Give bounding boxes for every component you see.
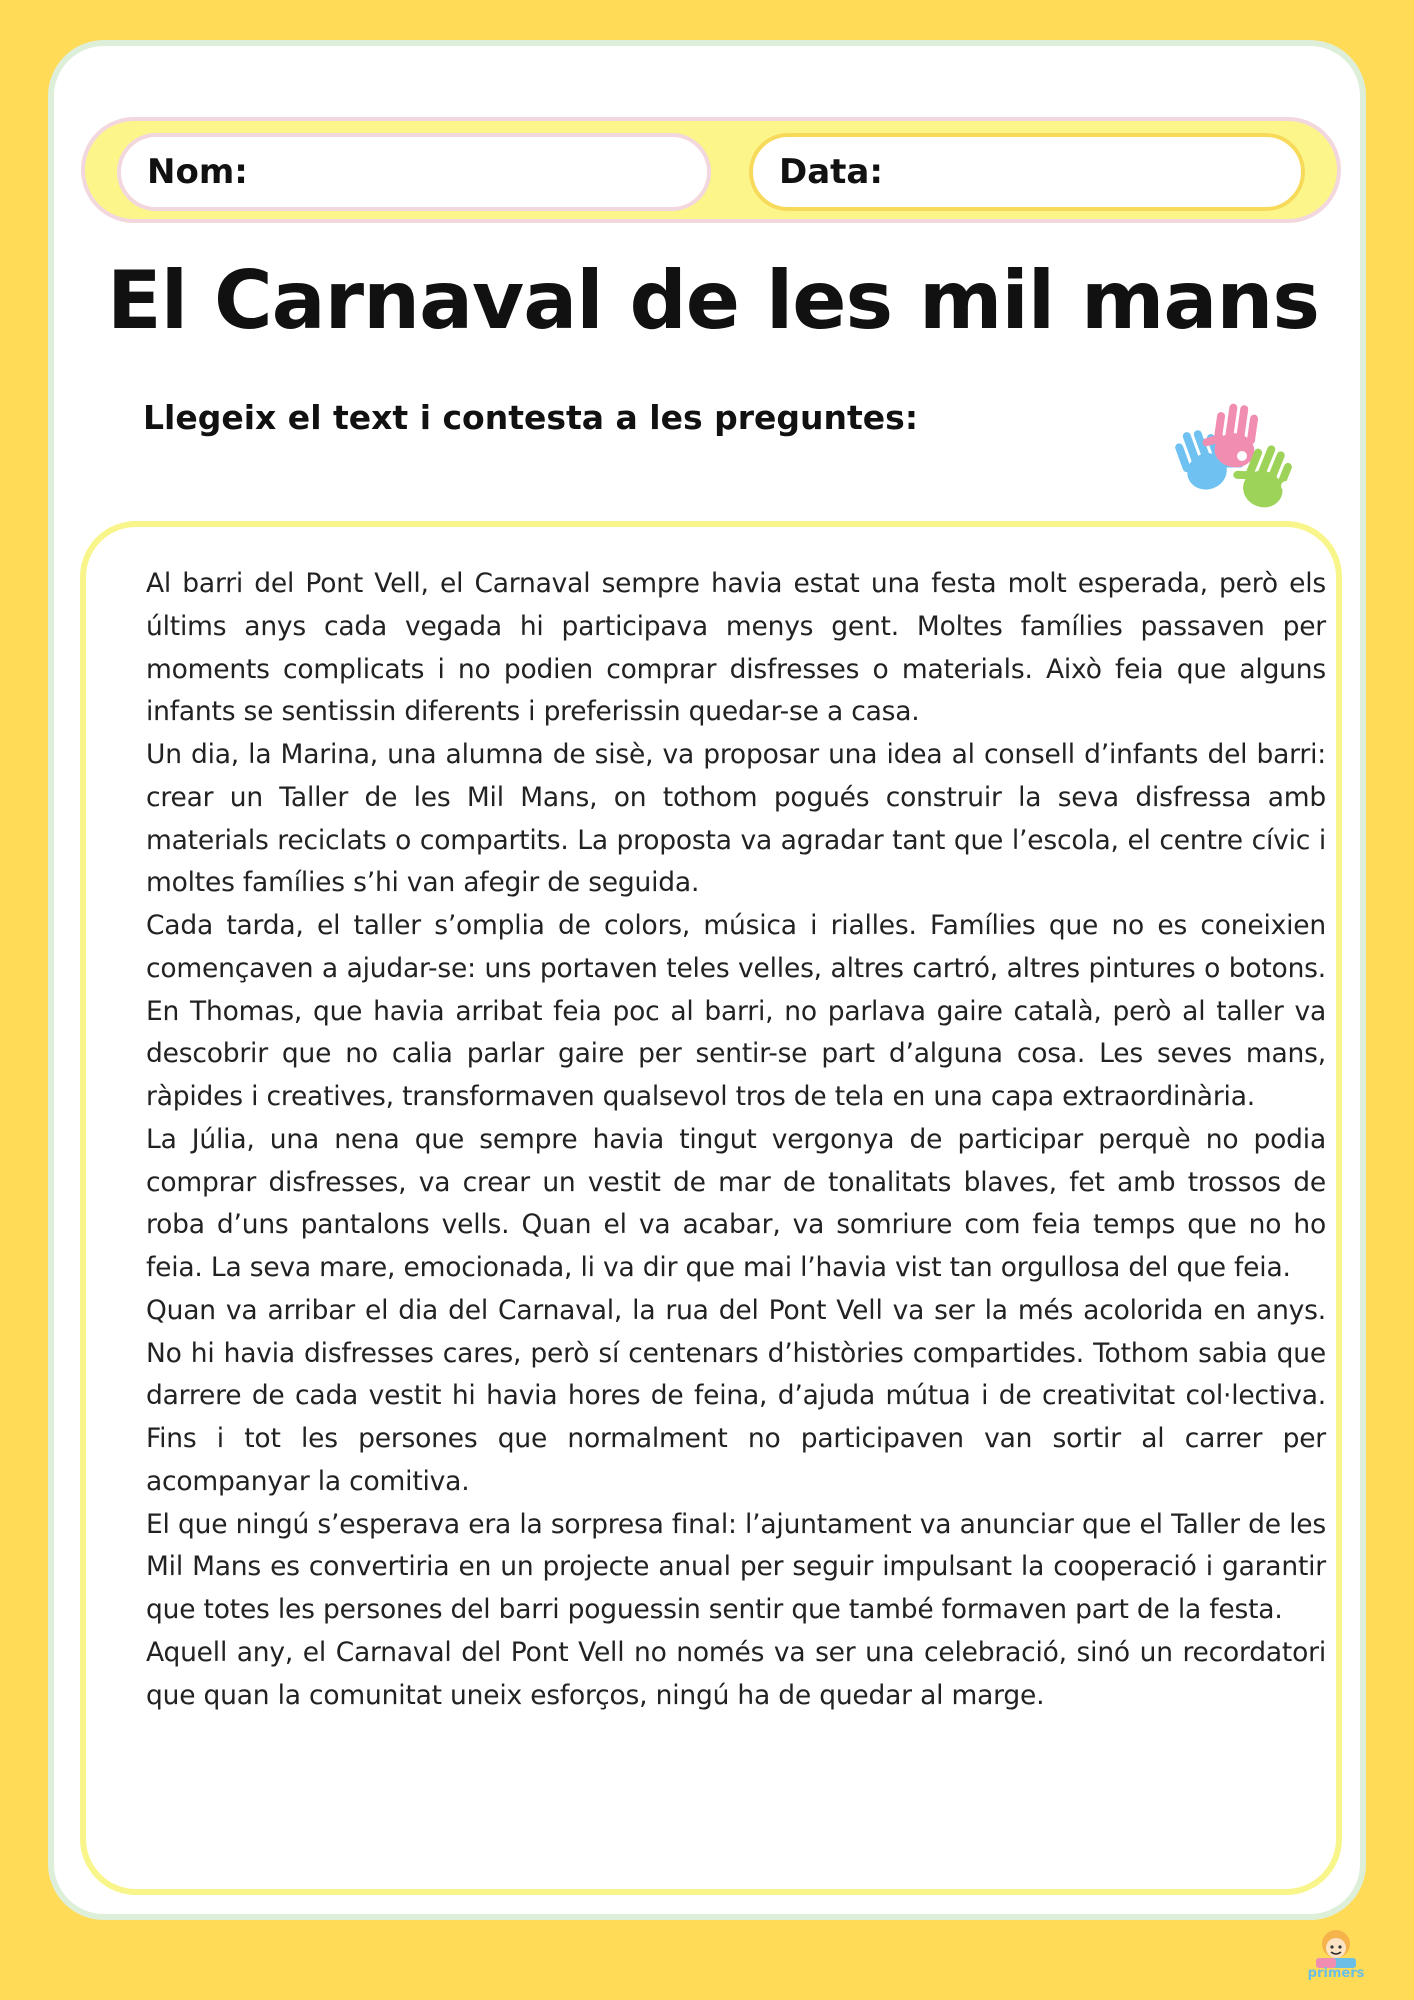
page-title: El Carnaval de les mil mans [107, 254, 1319, 347]
instruction-text: Llegeix el text i contesta a les preguntes: [143, 398, 919, 437]
name-field[interactable] [117, 133, 711, 211]
name-label: Nom: [147, 152, 248, 192]
paragraph: Un dia, la Marina, una alumna de sisè, va proposar una idea al consell d’infants del barri: crear un Taller de les Mil Mans, on tothom pogués construir la seva disfressa amb materials reciclats o compartits. La proposta va agradar tant que l’escola, el centre cívic i moltes famílies s’hi van afegir de seguida. [146, 739, 1326, 899]
paragraph: Quan va arribar el dia del Carnaval, la rua del Pont Vell va ser la més acolorida en anys. No hi havia disfresses cares, però sí centenars d’històries compartides. Tothom sabia que darrere de cada vestit hi havia hores de feina, d’ajuda mútua i de creativitat col·lectiva. Fins i tot les persones que normalment no participaven van sortir al carrer per acompanyar la comitiva. [146, 1294, 1326, 1497]
reading-text [146, 563, 1326, 1717]
handprints-icon [1150, 394, 1320, 514]
worksheet [48, 40, 1366, 1920]
date-field[interactable] [749, 133, 1305, 211]
paragraph: La Júlia, una nena que sempre havia tingut vergonya de participar perquè no podia comprar disfresses, va crear un vestit de mar de tonalitats blaves, fet amb trossos de roba d’uns pantalons vells. Quan el va acabar, va somriure com feia temps que no ho feia. La seva mare, emocionada, li va dir que mai l’havia vist tan orgullosa del que feia. [146, 1123, 1326, 1283]
paragraph: El que ningú s’esperava era la sorpresa final: l’ajuntament va anunciar que el Taller de les Mil Mans es convertiria en un projecte anual per seguir impulsant la cooperació i garantir que totes les persones del barri poguessin sentir que també formaven part de la festa. [146, 1508, 1326, 1625]
paragraph: Aquell any, el Carnaval del Pont Vell no només va ser una celebració, sinó un recordatori que quan la comunitat uneix esforços, ningú ha de quedar al marge. [146, 1636, 1326, 1711]
paragraph: Al barri del Pont Vell, el Carnaval sempre havia estat una festa molt esperada, però els últims anys cada vegada hi participava menys gent. Moltes famílies passaven per moments complicats i no podien comprar disfresses o materials. Això feia que alguns infants se sentissin diferents i preferissin quedar-se a casa. [146, 568, 1326, 728]
paragraph: Cada tarda, el taller s’omplia de colors, música i rialles. Famílies que no es coneixien començaven a ajudar-se: uns portaven teles velles, altres cartró, altres pintures o botons. En Thomas, que havia arribat feia poc al barri, no parlava gaire català, però al taller va descobrir que no calia parlar gaire per sentir-se part d’alguna cosa. Les seves mans, ràpides i creatives, transformaven qualsevol tros de tela en una capa extraordinària. [146, 910, 1326, 1112]
reading-box [80, 521, 1342, 1895]
name-date-bar [81, 117, 1341, 223]
logo-text: primers [1307, 1966, 1365, 1981]
logo-icon [1306, 1922, 1366, 1992]
date-label: Data: [779, 152, 883, 192]
